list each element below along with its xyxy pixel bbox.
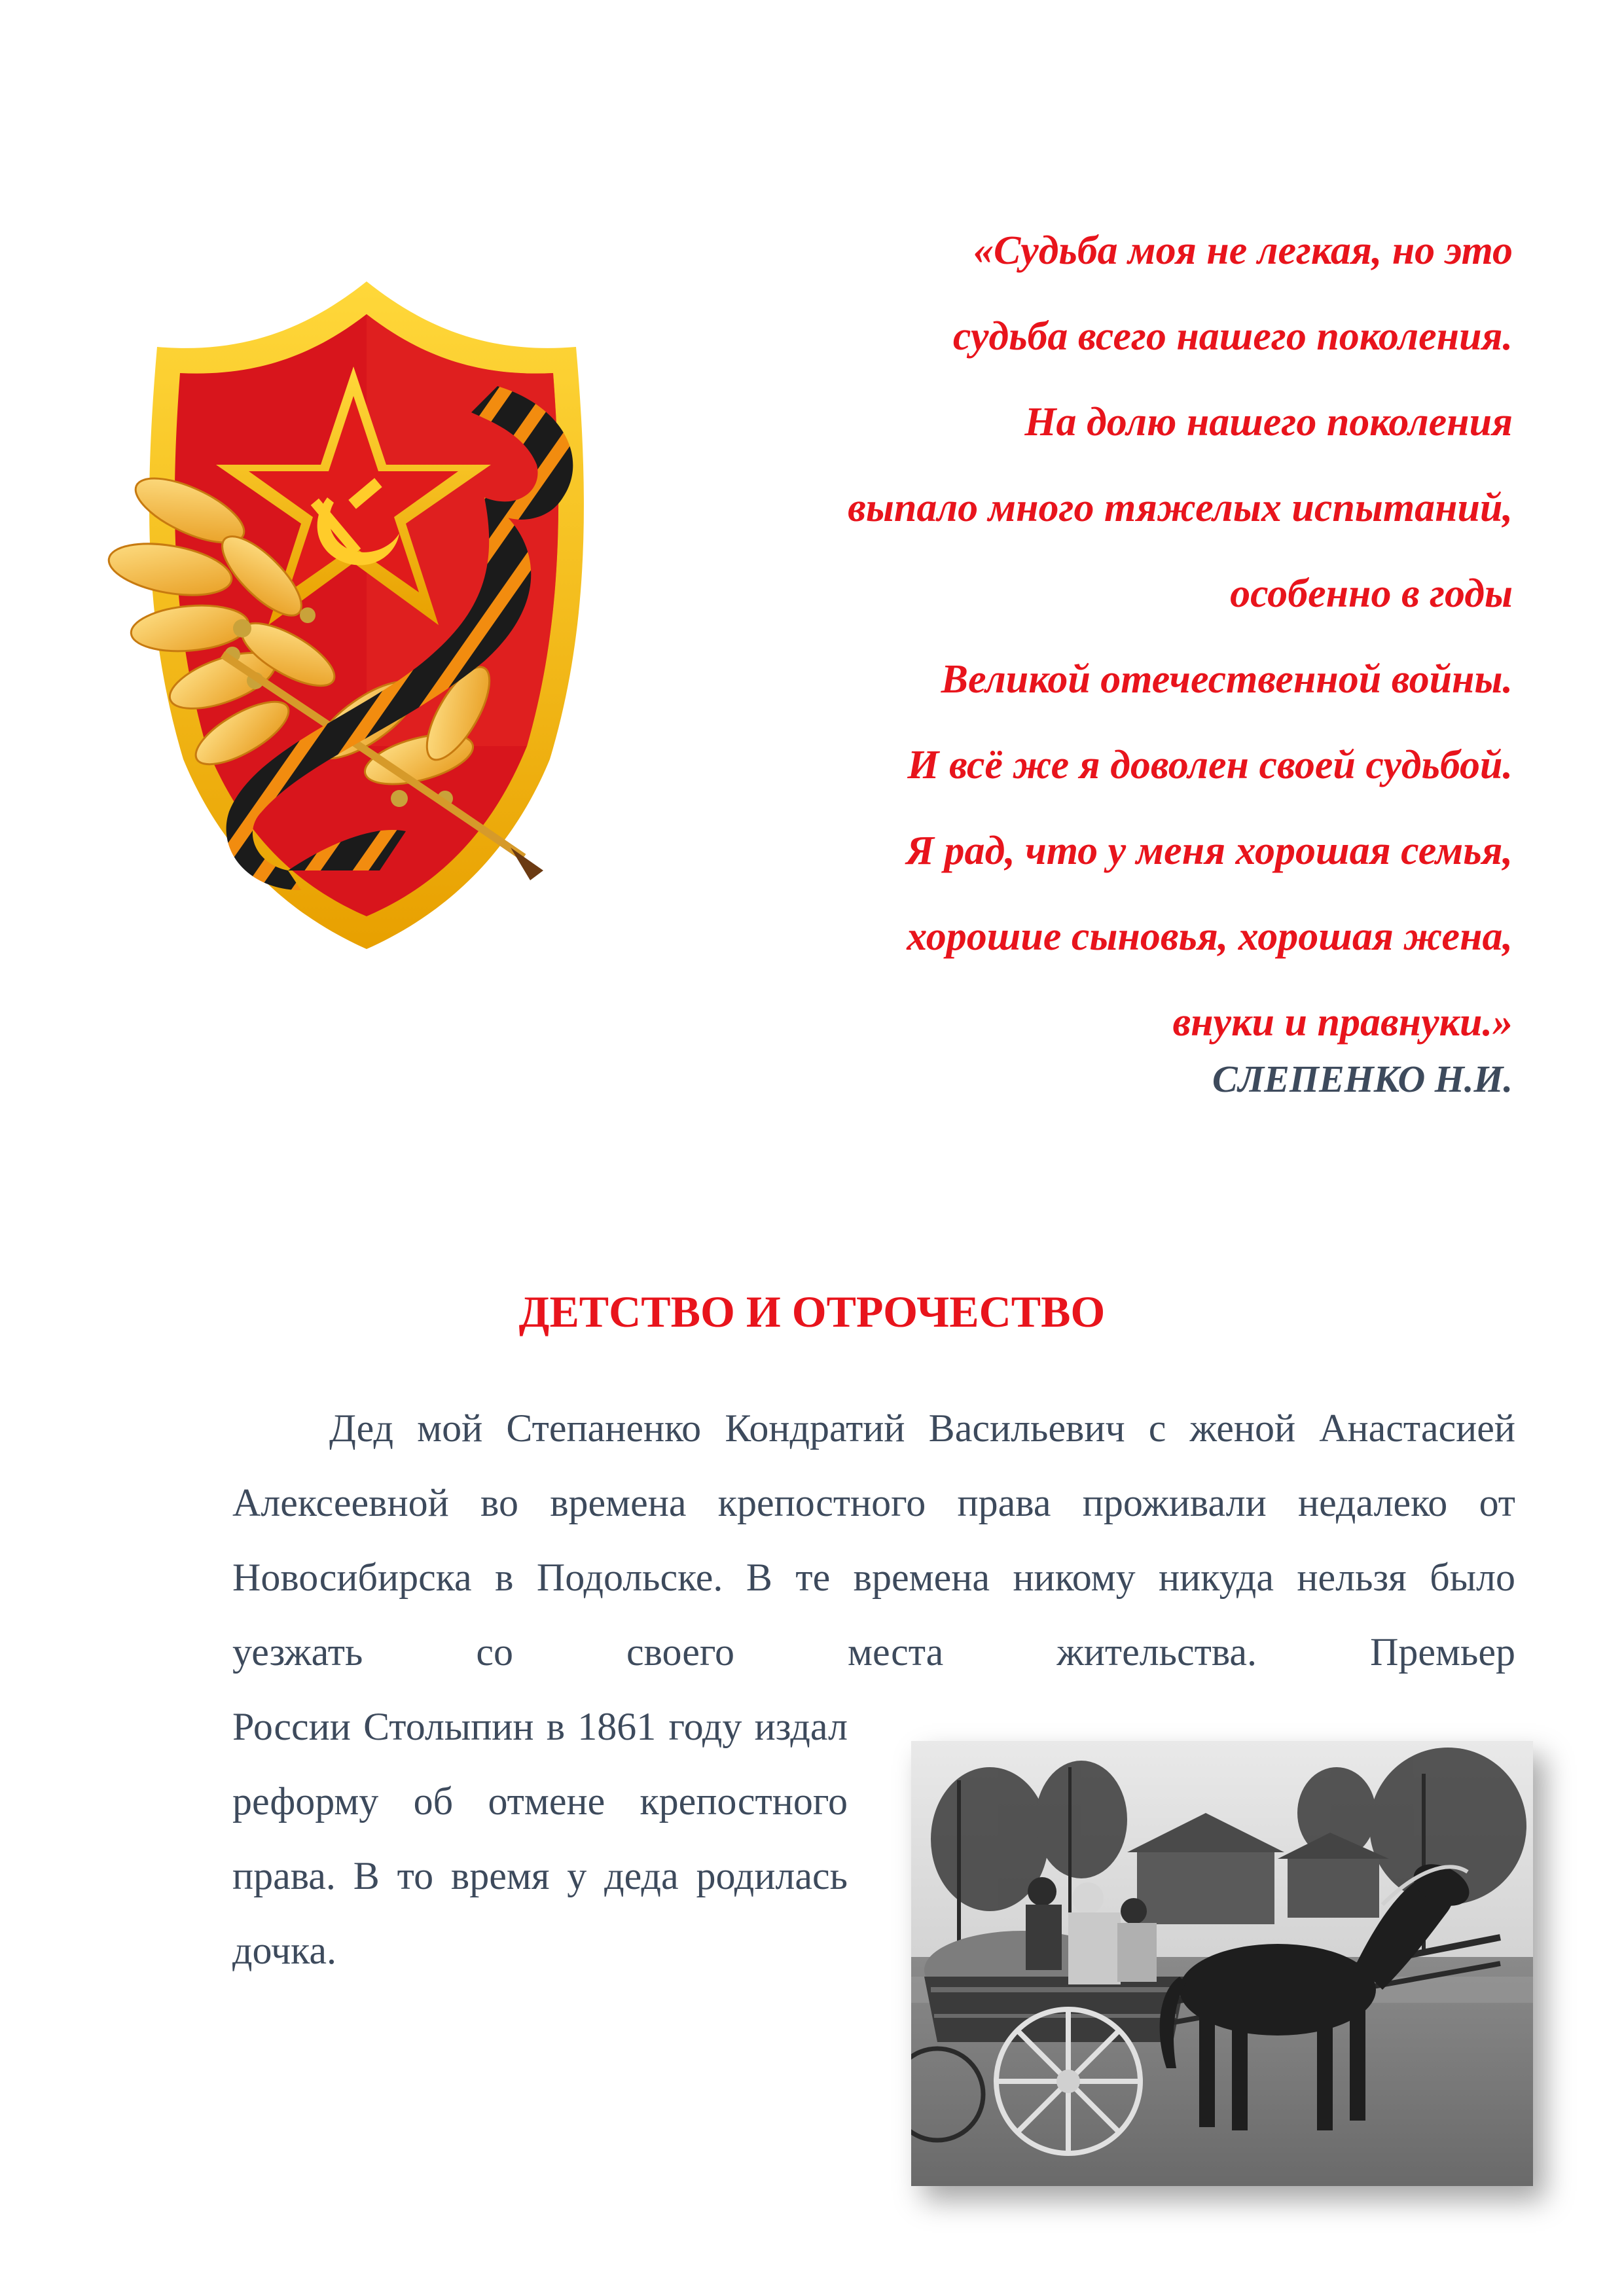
quote-line: хорошие сыновья, хорошая жена, (907, 914, 1513, 959)
quote-line: «Судьба моя не легкая, но это (973, 228, 1513, 273)
quote-author: СЛЕПЕНКО Н.И. (1212, 1058, 1513, 1100)
epigraph-quote (662, 208, 1513, 1066)
quote-line: Великой отечественной войны. (941, 657, 1513, 702)
quote-line: На долю нашего поколения (1024, 400, 1513, 444)
quote-line: особенно в годы (1230, 571, 1513, 616)
quote-line: выпало много тяжелых испытаний, (848, 486, 1513, 530)
soviet-emblem-icon (92, 262, 668, 969)
horse-cart-photo-image (911, 1741, 1533, 2186)
body-paragraph: Дед мой Степаненко Кондратий Васильевич с женой Анастасией Алексеевной во времена крепостного права проживали недалеко от Новосибирска в Подольске. В те времена никому никуда нельзя было уезжать со своего места жительства. Премьер (232, 1407, 1515, 1674)
quote-line: судьба всего нашего поколения. (952, 314, 1513, 359)
body-paragraph-wrapped: России Столыпин в 1861 году издал реформу об отмене крепостного права. В то время у деда родилась дочка. (232, 1705, 848, 1972)
quote-line: внуки и правнуки.» (1172, 1000, 1513, 1045)
horse-cart-photo (911, 1741, 1533, 2186)
quote-line: И всё же я доволен своей судьбой. (907, 743, 1513, 787)
quote-line: Я рад, что у меня хорошая семья, (906, 829, 1513, 873)
section-title: ДЕТСТВО И ОТРОЧЕСТВО (518, 1287, 1106, 1336)
